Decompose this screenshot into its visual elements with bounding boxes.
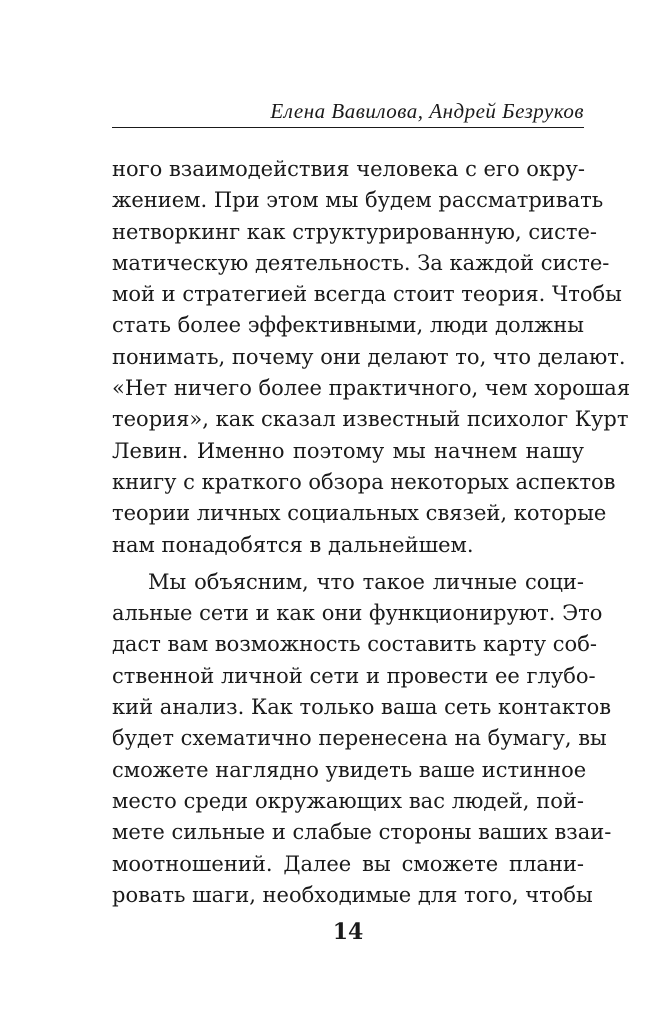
text-line: Левин. Именно поэтому мы начнем нашу — [112, 438, 584, 463]
text-line: нам понадобятся в дальнейшем. — [112, 532, 474, 557]
text-line: сможете наглядно увидеть ваше истинное — [112, 757, 587, 782]
header-divider — [112, 127, 584, 128]
text-line: теории личных социальных связей, которые — [112, 501, 607, 526]
text-line: нетворкинг как структурированную, систе- — [112, 219, 597, 244]
page-body — [112, 154, 631, 911]
text-line: будет схематично перенесена на бумагу, вы — [112, 726, 607, 751]
text-line: Мы объясним, что такое личные соци- — [148, 569, 584, 594]
text-line: стать более эффективными, люди должны — [112, 313, 584, 338]
text-line: «Нет ничего более практичного, чем хорошая — [112, 376, 631, 401]
text-line: понимать, почему они делают то, что делают. — [112, 344, 626, 369]
running-header: Елена Вавилова, Андрей Безруков — [270, 99, 584, 123]
text-line: альные сети и как они функционируют. Это — [112, 601, 603, 626]
page-number: 14 — [332, 919, 364, 945]
paragraph-1 — [112, 154, 631, 561]
text-line: моотношений. Далее вы сможете плани- — [112, 851, 584, 876]
paragraph-2 — [112, 567, 612, 911]
text-line: ного взаимодействия человека с его окру- — [112, 157, 585, 181]
text-line: ровать шаги, необходимые для того, чтобы — [112, 882, 593, 907]
text-line: даст вам возможность составить карту соб- — [112, 632, 597, 657]
text-line: мой и стратегией всегда стоит теория. Чтобы — [112, 282, 622, 307]
text-line: кий анализ. Как только ваша сеть контактов — [112, 695, 612, 720]
text-line: ственной личной сети и провести ее глубо- — [112, 663, 596, 688]
text-line: теория», как сказал известный психолог Курт — [112, 407, 629, 432]
text-line: мете сильные и слабые стороны ваших взаи- — [112, 820, 612, 845]
text-line: книгу с краткого обзора некоторых аспектов — [112, 469, 616, 494]
text-line: жением. При этом мы будем рассматривать — [112, 188, 604, 213]
text-line: место среди окружающих вас людей, пой- — [112, 788, 584, 813]
text-line: матическую деятельность. За каждой систе- — [112, 250, 610, 275]
